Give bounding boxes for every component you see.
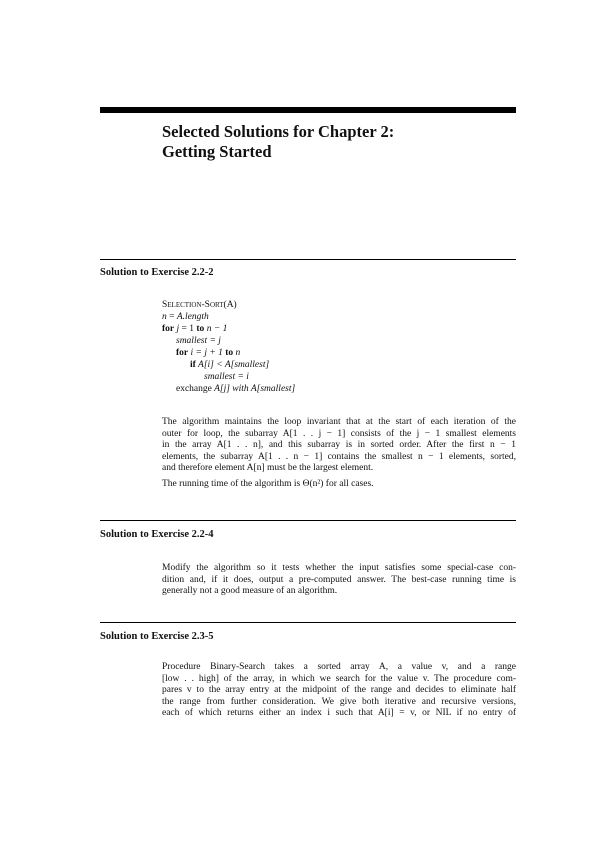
code-line-8: exchange A[j] with A[smallest] (176, 384, 296, 394)
paragraph-line: each of which returns either an index i such that A[i] = v, or NIL if no entry of (162, 708, 516, 718)
paragraph-line: Procedure Binary-Search takes a sorted array A, a value v, and a range (162, 662, 516, 672)
chapter-title (162, 122, 522, 162)
solution-2-3-5-text (162, 662, 516, 720)
paragraph-line: and therefore element A[n] must be the largest element. (162, 463, 374, 473)
section-rule-1 (100, 259, 516, 260)
code-line-5: for i = j + 1 to n (176, 348, 241, 358)
code-line-6: if A[i] < A[smallest] (190, 360, 270, 370)
solution-heading-2-2-4: Solution to Exercise 2.2-4 (100, 529, 214, 540)
paragraph-line: dition and, if it does, output a pre-computed answer. The best-case running time is (162, 574, 516, 585)
solution-2-2-2-text (162, 417, 516, 490)
selection-sort-pseudocode (162, 299, 295, 395)
code-line-4: smallest = j (176, 336, 221, 346)
chapter-title-line-1: Selected Solutions for Chapter 2: (162, 122, 395, 141)
code-line-2: n = A.length (162, 312, 209, 322)
solution-2-2-4-text (162, 563, 516, 598)
paragraph-line: generally not a good measure of an algorithm. (162, 586, 338, 596)
chapter-top-rule (100, 107, 516, 113)
paragraph-line: elements, the subarray A[1 . . n − 1] contains the smallest n − 1 elements, sorted, (162, 451, 516, 462)
paragraph-line: Modify the algorithm so it tests whether the input satisfies some special-case con- (162, 563, 516, 573)
code-line-7: smallest = i (204, 372, 249, 382)
chapter-title-line-2: Getting Started (162, 142, 272, 161)
section-rule-3 (100, 622, 516, 623)
paragraph-line: outer for loop, the subarray A[1 . . j − 1] consists of the j − 1 smallest elements (162, 428, 516, 439)
running-time-sentence: The running time of the algorithm is Θ(n²) for all cases. (162, 478, 374, 489)
paragraph-line: the range from further consideration. We give both iterative and recursive versions, (162, 696, 516, 707)
code-line-1: Selection-Sort(A) (162, 300, 237, 310)
paragraph-line: pares v to the array entry at the midpoint of the range and decides to eliminate half (162, 685, 516, 695)
code-line-3: for j = 1 to n − 1 (162, 324, 228, 334)
procedure-name: Selection-Sort (162, 300, 224, 310)
solution-heading-2-2-2: Solution to Exercise 2.2-2 (100, 267, 214, 278)
section-rule-2 (100, 520, 516, 521)
paragraph-line: [low . . high] of the array, in which we search for the value v. The procedure com- (162, 673, 516, 684)
solution-heading-2-3-5: Solution to Exercise 2.3-5 (100, 631, 214, 642)
paragraph-line: The algorithm maintains the loop invariant that at the start of each iteration of the (162, 417, 516, 427)
paragraph-line: in the array A[1 . . n], and this subarray is in sorted order. After the first n − 1 (162, 440, 516, 450)
